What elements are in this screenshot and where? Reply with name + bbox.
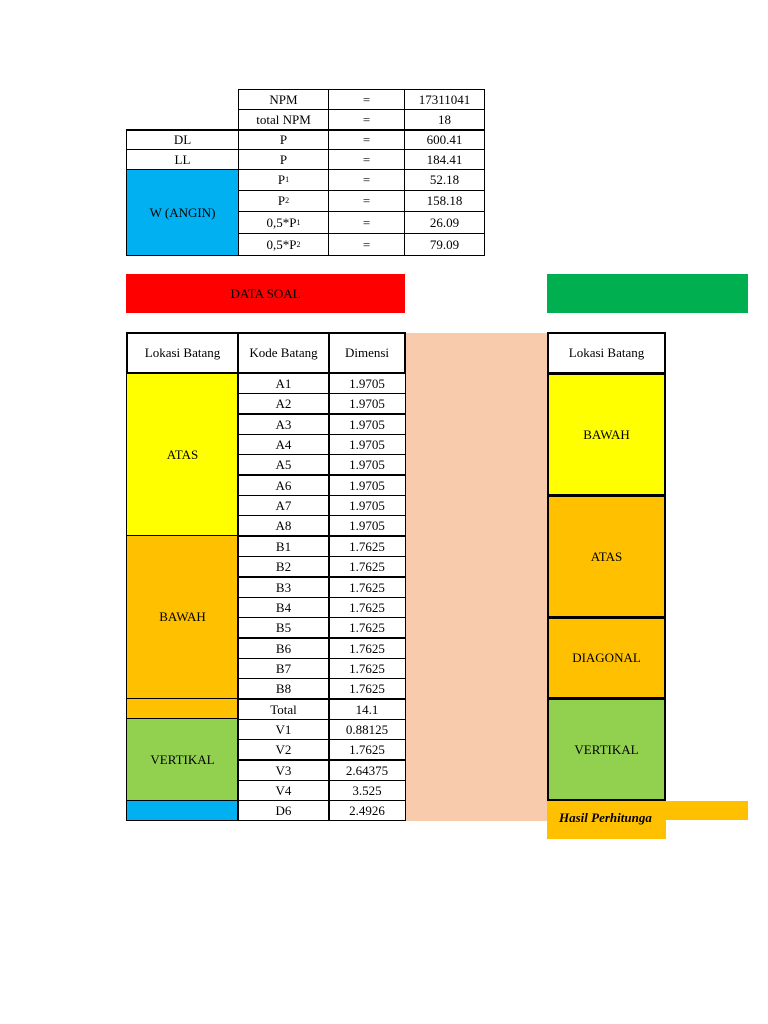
dimensi-cell: 1.7625 bbox=[328, 556, 406, 577]
kode-cell: D6 bbox=[237, 800, 330, 821]
dimensi-cell: 1.9705 bbox=[328, 373, 406, 394]
param-eq: = bbox=[328, 211, 405, 234]
group-vertikal: VERTIKAL bbox=[126, 718, 239, 801]
param-eq: = bbox=[328, 233, 405, 256]
header-dimensi: Dimensi bbox=[328, 332, 406, 374]
dimensi-cell: 1.7625 bbox=[328, 577, 406, 598]
kode-cell: A4 bbox=[237, 434, 330, 455]
kode-cell: V2 bbox=[237, 739, 330, 760]
data-soal-banner: DATA SOAL bbox=[126, 274, 405, 313]
peach-filler bbox=[405, 333, 547, 821]
param-eq: = bbox=[328, 109, 405, 130]
param-eq: = bbox=[328, 89, 405, 110]
dimensi-cell: 0.88125 bbox=[328, 719, 406, 740]
kode-cell: V4 bbox=[237, 780, 330, 801]
param-label: P 2 bbox=[238, 190, 329, 212]
kode-cell: A5 bbox=[237, 454, 330, 475]
green-banner bbox=[547, 274, 748, 313]
dimensi-cell: 3.525 bbox=[328, 780, 406, 801]
dimensi-cell: 1.7625 bbox=[328, 739, 406, 760]
param-label-base: P bbox=[277, 172, 286, 187]
kode-cell: A8 bbox=[237, 515, 330, 536]
kode-cell: A3 bbox=[237, 414, 330, 435]
param-label: 0,5*P 2 bbox=[238, 233, 329, 256]
right-header-lokasi: Lokasi Batang bbox=[547, 332, 666, 374]
dimensi-cell: 1.7625 bbox=[328, 658, 406, 679]
right-group-diagonal: DIAGONAL bbox=[547, 617, 666, 699]
hasil-perhitungan-label: Hasil Perhitunga bbox=[547, 801, 666, 839]
param-eq: = bbox=[328, 149, 405, 170]
param-value: 600.41 bbox=[404, 129, 485, 150]
dimensi-cell: 1.7625 bbox=[328, 638, 406, 659]
kode-cell: A1 bbox=[237, 373, 330, 394]
group-atas: ATAS bbox=[126, 373, 239, 536]
dimensi-cell: 1.9705 bbox=[328, 393, 406, 414]
dimensi-cell: 1.7625 bbox=[328, 597, 406, 618]
param-label-base: P bbox=[277, 193, 286, 208]
kode-cell: B7 bbox=[237, 658, 330, 679]
dimensi-cell: 1.9705 bbox=[328, 495, 406, 516]
kode-cell: B4 bbox=[237, 597, 330, 618]
group-ll: LL bbox=[126, 149, 239, 170]
dimensi-cell: 1.9705 bbox=[328, 475, 406, 496]
dimensi-cell: 1.7625 bbox=[328, 678, 406, 699]
param-label-base: 0,5*P bbox=[266, 236, 297, 252]
param-label-base: 0,5*P bbox=[266, 214, 297, 230]
dimensi-cell: 2.4926 bbox=[328, 800, 406, 821]
param-label: P 1 bbox=[238, 169, 329, 191]
right-group-atas: ATAS bbox=[547, 495, 666, 618]
footer-bar bbox=[665, 801, 748, 820]
kode-cell: B5 bbox=[237, 617, 330, 638]
param-value: 18 bbox=[404, 109, 485, 130]
param-eq: = bbox=[328, 169, 405, 191]
param-value: 158.18 bbox=[404, 190, 485, 212]
group-wind: W (ANGIN) bbox=[126, 169, 239, 256]
kode-cell: B1 bbox=[237, 536, 330, 557]
kode-cell: B3 bbox=[237, 577, 330, 598]
kode-cell: V1 bbox=[237, 719, 330, 740]
kode-cell: A2 bbox=[237, 393, 330, 414]
param-value: 79.09 bbox=[404, 233, 485, 256]
kode-cell: B6 bbox=[237, 638, 330, 659]
param-label: P bbox=[238, 129, 329, 150]
param-eq: = bbox=[328, 129, 405, 150]
param-value: 52.18 bbox=[404, 169, 485, 191]
header-lokasi: Lokasi Batang bbox=[126, 332, 239, 374]
dimensi-cell: 1.7625 bbox=[328, 617, 406, 638]
param-value: 26.09 bbox=[404, 211, 485, 234]
kode-cell: A6 bbox=[237, 475, 330, 496]
dimensi-cell: 14.1 bbox=[328, 699, 406, 720]
group-dl: DL bbox=[126, 129, 239, 150]
group-total-fill bbox=[126, 698, 239, 719]
right-group-bawah: BAWAH bbox=[547, 373, 666, 496]
dimensi-cell: 1.9705 bbox=[328, 414, 406, 435]
param-eq: = bbox=[328, 190, 405, 212]
header-kode: Kode Batang bbox=[237, 332, 330, 374]
dimensi-cell: 1.7625 bbox=[328, 536, 406, 557]
kode-cell: A7 bbox=[237, 495, 330, 516]
right-group-vertikal: VERTIKAL bbox=[547, 698, 666, 801]
group-bawah: BAWAH bbox=[126, 535, 239, 699]
dimensi-cell: 1.9705 bbox=[328, 454, 406, 475]
param-value: 17311041 bbox=[404, 89, 485, 110]
param-value: 184.41 bbox=[404, 149, 485, 170]
kode-cell: B8 bbox=[237, 678, 330, 699]
param-label: 0,5*P 1 bbox=[238, 211, 329, 234]
group-diagonal-fill bbox=[126, 800, 239, 821]
dimensi-cell: 1.9705 bbox=[328, 434, 406, 455]
param-label: NPM bbox=[238, 89, 329, 110]
dimensi-cell: 2.64375 bbox=[328, 760, 406, 781]
dimensi-cell: 1.9705 bbox=[328, 515, 406, 536]
param-label: P bbox=[238, 149, 329, 170]
kode-cell: V3 bbox=[237, 760, 330, 781]
kode-cell: Total bbox=[237, 699, 330, 720]
kode-cell: B2 bbox=[237, 556, 330, 577]
param-label: total NPM bbox=[238, 109, 329, 130]
